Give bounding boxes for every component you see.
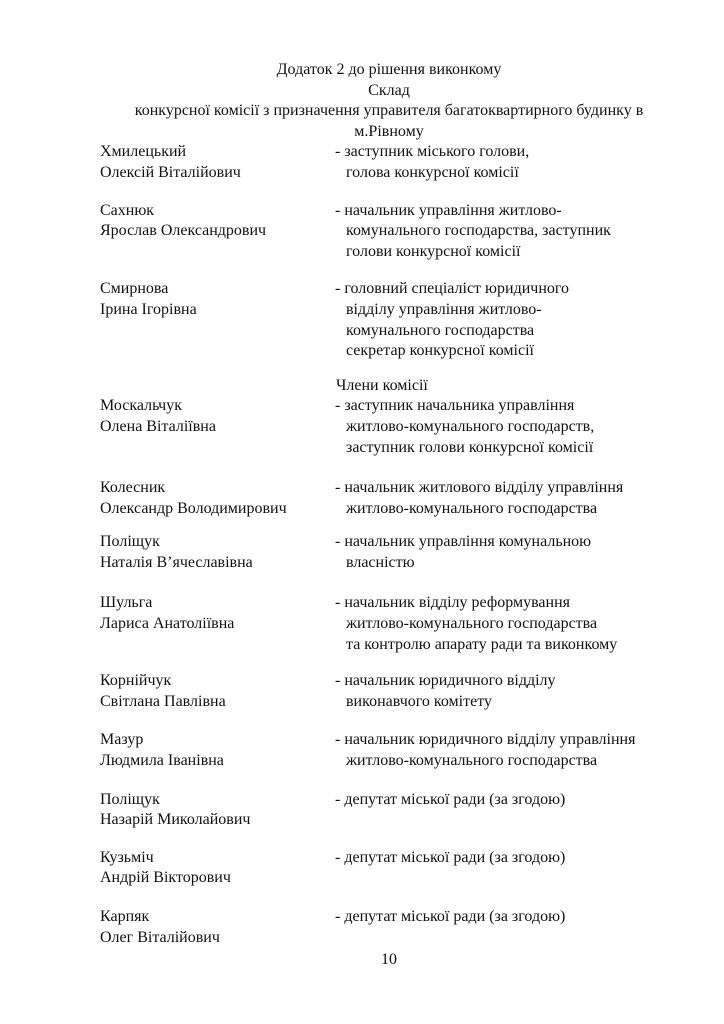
member-name-line: Назарій Миколайович	[100, 811, 251, 829]
member-role-line: - заступник міського голови,	[335, 143, 530, 161]
member-role-line: - начальник відділу реформування	[335, 594, 571, 612]
document-content	[100, 60, 678, 971]
member-role-line: - депутат міської ради (за згодою)	[335, 848, 566, 866]
commission-member-row	[100, 201, 678, 263]
member-role-line: - начальник управління комунальною	[335, 533, 592, 551]
commission-member-row	[100, 142, 678, 183]
member-role-line: голова конкурсної комісії	[346, 163, 519, 181]
commission-member-row	[100, 790, 678, 831]
member-role-line: - начальник юридичного відділу	[335, 672, 556, 690]
member-role	[335, 730, 678, 771]
member-role-line: та контролю апарату ради та виконкому	[346, 635, 618, 653]
member-name-line: Сахнюк	[100, 201, 155, 219]
member-role-line: - головний спеціаліст юридичного	[335, 280, 570, 298]
leadership-list	[100, 142, 678, 361]
member-role-line: комунального господарства	[346, 321, 535, 339]
member-name-line: Шульга	[100, 594, 153, 612]
member-name-line: Хмилецький	[100, 143, 187, 161]
member-name-line: Ірина Ігорівна	[100, 300, 197, 318]
member-name	[100, 532, 335, 573]
member-role	[335, 848, 678, 869]
member-name	[100, 142, 335, 183]
member-name	[100, 848, 335, 889]
member-name-line: Наталія В’ячеславівна	[100, 553, 253, 571]
commission-member-row	[100, 907, 678, 948]
member-name-line: Москальчук	[100, 397, 182, 415]
member-role-line: голови конкурсної комісії	[346, 242, 521, 260]
page-number: 10	[381, 951, 397, 969]
member-name-line: Світлана Павлівна	[100, 692, 226, 710]
member-role	[335, 279, 678, 361]
member-name	[100, 201, 335, 242]
commission-member-row	[100, 396, 678, 458]
members-heading: Члени комісії	[336, 376, 428, 394]
member-name-line: Смирнова	[100, 280, 169, 298]
header-line-sklad: Склад	[368, 81, 410, 99]
commission-member-row	[100, 593, 678, 655]
member-name	[100, 671, 335, 712]
member-role-line: відділу управління житлово-	[346, 300, 542, 318]
commission-member-row	[100, 848, 678, 889]
commission-member-row	[100, 730, 678, 771]
commission-member-row	[100, 279, 678, 361]
member-name-line: Поліщук	[100, 533, 160, 551]
member-name	[100, 279, 335, 320]
member-role-line: власністю	[346, 553, 415, 571]
member-name-line: Олександр Володимирович	[100, 499, 287, 517]
member-name-line: Лариса Анатоліївна	[100, 615, 235, 633]
members-list	[100, 396, 678, 948]
member-role	[335, 671, 678, 712]
member-role	[335, 396, 678, 458]
member-role	[335, 907, 678, 928]
member-role-line: житлово-комунального господарства	[346, 499, 598, 517]
member-role-line: секретар конкурсної комісії	[346, 342, 534, 360]
member-name	[100, 790, 335, 831]
header-line-appendix: Додаток 2 до рішення виконкому	[276, 61, 502, 78]
commission-member-row	[100, 478, 678, 519]
member-role-line: - заступник начальника управління	[335, 397, 575, 415]
header-line-commission: конкурсної комісії з призначення управителя багатоквартирного будинку в	[134, 102, 644, 120]
member-role-line: - депутат міської ради (за згодою)	[335, 908, 566, 925]
commission-member-row	[100, 532, 678, 573]
commission-member-row	[100, 671, 678, 712]
member-role-line: - начальник юридичного відділу управління	[335, 731, 636, 749]
member-name-line: Мазур	[100, 731, 144, 749]
member-name-line: Ярослав Олександрович	[100, 222, 267, 240]
member-name	[100, 907, 335, 948]
member-role-line: - депутат міської ради (за згодою)	[335, 790, 566, 808]
member-role	[335, 478, 678, 519]
member-name-line: Карпяк	[100, 908, 150, 925]
member-role-line: комунального господарства, заступник	[346, 222, 611, 240]
member-role	[335, 201, 678, 263]
member-name-line: Олег Віталійович	[100, 928, 220, 946]
member-name-line: Кузьміч	[100, 848, 154, 866]
document-header	[100, 60, 678, 142]
member-role-line: житлово-комунального господарства	[346, 752, 598, 770]
member-role	[335, 532, 678, 573]
member-role-line: - начальник житлового відділу управління	[335, 479, 624, 497]
header-line-city: м.Рівному	[354, 122, 424, 140]
member-name-line: Людмила Іванівна	[100, 752, 224, 770]
member-name-line: Андрій Вікторович	[100, 869, 231, 887]
member-role-line: заступник голови конкурсної комісії	[346, 438, 594, 456]
member-name-line: Колесник	[100, 479, 166, 497]
member-name-line: Поліщук	[100, 790, 160, 808]
member-name-line: Олексій Віталійович	[100, 163, 241, 181]
member-role	[335, 790, 678, 811]
member-role-line: житлово-комунального господарства	[346, 615, 598, 633]
member-name	[100, 730, 335, 771]
member-name	[100, 593, 335, 634]
member-name	[100, 396, 335, 437]
member-role-line: виконавчого комітету	[346, 692, 492, 710]
member-role-line: житлово-комунального господарств,	[346, 417, 595, 435]
member-role	[335, 593, 678, 655]
member-name-line: Олена Віталіївна	[100, 417, 216, 435]
member-role	[335, 142, 678, 183]
member-name	[100, 478, 335, 519]
member-name-line: Корнійчук	[100, 672, 172, 690]
member-role-line: - начальник управління житлово-	[335, 201, 562, 219]
